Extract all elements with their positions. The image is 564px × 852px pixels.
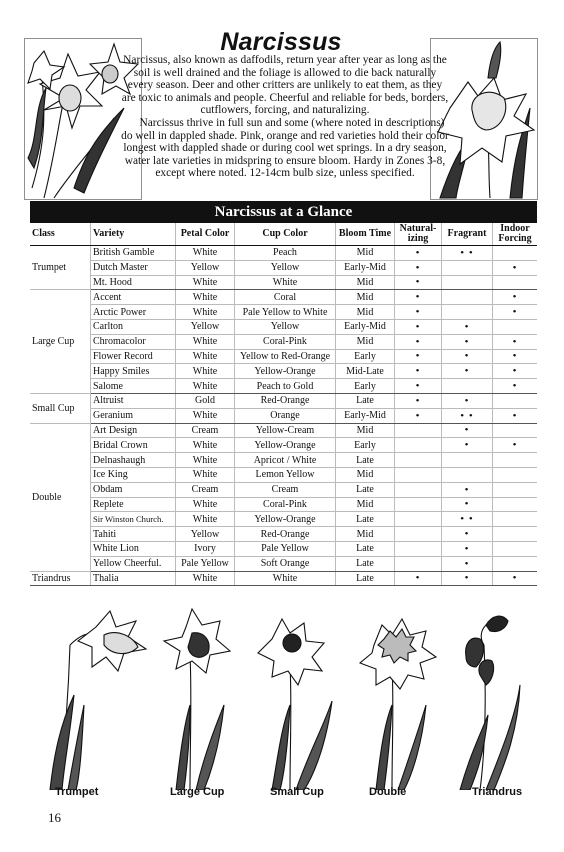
cup-color-cell: Yellow-Orange <box>235 438 336 453</box>
indoor-forcing-cell: • <box>493 349 538 364</box>
naturalizing-cell: • <box>395 319 442 334</box>
petal-color-cell: White <box>176 379 235 394</box>
petal-color-cell: White <box>176 467 235 482</box>
table-row <box>30 497 537 512</box>
cup-color-cell: Yellow <box>235 319 336 334</box>
indoor-forcing-cell: • <box>493 364 538 379</box>
intro-paragraph-2: Narcissus thrive in full sun and some (where noted in descriptions) do well in dappled shade. Pink, orange and red varieties hold their color longest with dappled shade or during cool wet springs. In a dry season, water late varieties in midspring to ensure bloom. Hardy in Zones 3-8, except where noted. 12-14cm bulb size, unless specified. <box>121 116 449 180</box>
indoor-forcing-cell <box>493 541 538 556</box>
table-row <box>30 512 537 527</box>
indoor-forcing-cell: • <box>493 334 538 349</box>
naturalizing-cell: • <box>395 305 442 320</box>
fragrant-cell: • <box>442 482 493 497</box>
fragrant-cell: • <box>442 334 493 349</box>
bloom-time-cell: Early-Mid <box>336 408 395 423</box>
table-row <box>30 290 537 305</box>
table-row <box>30 393 537 408</box>
bloom-time-cell: Mid <box>336 305 395 320</box>
trumpet-daffodil-icon <box>50 611 146 790</box>
bloom-time-cell: Mid <box>336 527 395 542</box>
table-row <box>30 379 537 394</box>
naturalizing-cell: • <box>395 393 442 408</box>
table-row <box>30 423 537 438</box>
bloom-time-cell: Mid-Late <box>336 364 395 379</box>
petal-color-cell: Cream <box>176 482 235 497</box>
indoor-forcing-cell <box>493 275 538 290</box>
table-body <box>30 246 537 586</box>
cup-color-cell: Coral-Pink <box>235 334 336 349</box>
table-row <box>30 482 537 497</box>
naturalizing-cell <box>395 512 442 527</box>
bloom-time-cell: Late <box>336 571 395 586</box>
indoor-forcing-cell <box>493 512 538 527</box>
fragrant-cell: • • <box>442 246 493 261</box>
table-row <box>30 260 537 275</box>
variety-cell: Yellow Cheerful. <box>91 556 176 571</box>
indoor-forcing-cell: • <box>493 305 538 320</box>
cup-color-cell: Yellow-Orange <box>235 364 336 379</box>
bloom-time-cell: Mid <box>336 275 395 290</box>
variety-cell: Arctic Power <box>91 305 176 320</box>
illustration-label-double: Double <box>369 786 407 798</box>
indoor-forcing-cell: • <box>493 260 538 275</box>
double-daffodil-icon <box>360 619 436 790</box>
variety-cell: Dutch Master <box>91 260 176 275</box>
naturalizing-cell: • <box>395 334 442 349</box>
variety-cell: British Gamble <box>91 246 176 261</box>
naturalizing-cell <box>395 453 442 468</box>
fragrant-cell: • • <box>442 408 493 423</box>
variety-cell: Altruist <box>91 393 176 408</box>
variety-cell: Ice King <box>91 467 176 482</box>
illustration-label-trumpet: Trumpet <box>55 786 99 798</box>
fragrant-cell: • <box>442 571 493 586</box>
indoor-forcing-cell <box>493 556 538 571</box>
class-cell: Small Cup <box>30 393 91 423</box>
fragrant-cell <box>442 305 493 320</box>
variety-cell: Obdam <box>91 482 176 497</box>
fragrant-cell: • • <box>442 512 493 527</box>
table-row <box>30 319 537 334</box>
bloom-time-cell: Late <box>336 393 395 408</box>
cup-color-cell: Yellow to Red-Orange <box>235 349 336 364</box>
naturalizing-cell: • <box>395 290 442 305</box>
petal-color-cell: White <box>176 349 235 364</box>
large-cup-daffodil-icon <box>164 609 230 790</box>
fragrant-cell: • <box>442 438 493 453</box>
petal-color-cell: White <box>176 275 235 290</box>
table-row <box>30 275 537 290</box>
naturalizing-cell: • <box>395 571 442 586</box>
petal-color-cell: Pale Yellow <box>176 556 235 571</box>
page-title: Narcissus <box>220 28 342 56</box>
illustration-label-triandrus: Triandrus <box>472 786 523 798</box>
table-header-row <box>30 223 537 246</box>
petal-color-cell: Ivory <box>176 541 235 556</box>
fragrant-cell: • <box>442 556 493 571</box>
indoor-forcing-cell: • <box>493 438 538 453</box>
bloom-time-cell: Mid <box>336 467 395 482</box>
cup-color-cell: White <box>235 275 336 290</box>
naturalizing-cell: • <box>395 379 442 394</box>
page-number: 16 <box>48 810 61 825</box>
fragrant-cell: • <box>442 527 493 542</box>
col-header-variety: Variety <box>91 223 176 246</box>
indoor-forcing-cell <box>493 467 538 482</box>
fragrant-cell <box>442 467 493 482</box>
variety-cell: Mt. Hood <box>91 275 176 290</box>
fragrant-cell: • <box>442 393 493 408</box>
intro-text <box>120 54 450 180</box>
naturalizing-cell: • <box>395 408 442 423</box>
petal-color-cell: White <box>176 305 235 320</box>
cup-color-cell: Coral-Pink <box>235 497 336 512</box>
table-row <box>30 246 537 261</box>
cup-color-cell: Pale Yellow to White <box>235 305 336 320</box>
table-row <box>30 349 537 364</box>
table-row <box>30 467 537 482</box>
petal-color-cell: Yellow <box>176 319 235 334</box>
naturalizing-cell <box>395 438 442 453</box>
bloom-time-cell: Late <box>336 512 395 527</box>
naturalizing-cell <box>395 541 442 556</box>
petal-color-cell: Yellow <box>176 260 235 275</box>
petal-color-cell: White <box>176 334 235 349</box>
col-header-forcing: Indoor Forcing <box>493 223 538 246</box>
col-header-cup: Cup Color <box>235 223 336 246</box>
naturalizing-cell: • <box>395 364 442 379</box>
naturalizing-cell <box>395 482 442 497</box>
petal-color-cell: White <box>176 453 235 468</box>
bloom-time-cell: Mid <box>336 423 395 438</box>
fragrant-cell <box>442 275 493 290</box>
cup-color-cell: Yellow-Orange <box>235 512 336 527</box>
petal-color-cell: White <box>176 408 235 423</box>
indoor-forcing-cell <box>493 319 538 334</box>
intro-paragraph-1: Narcissus, also known as daffodils, return year after year as long as the soil is well drained and the foliage is allowed to die back naturally every season. Deer and other critters are unlikely to eat them, as they are toxic to animals and people. Cheerful and reliable for beds, borders, cutflowers, forcing, and naturalizing. <box>121 54 449 117</box>
fragrant-cell: • <box>442 541 493 556</box>
naturalizing-cell <box>395 467 442 482</box>
indoor-forcing-cell <box>493 393 538 408</box>
bloom-time-cell: Early-Mid <box>336 260 395 275</box>
variety-cell: Happy Smiles <box>91 364 176 379</box>
cup-color-cell: Coral <box>235 290 336 305</box>
fragrant-cell: • <box>442 364 493 379</box>
triandrus-daffodil-icon <box>460 616 520 790</box>
bloom-time-cell: Early <box>336 349 395 364</box>
cup-color-cell: Apricot / White <box>235 453 336 468</box>
cup-color-cell: Orange <box>235 408 336 423</box>
class-cell: Trumpet <box>30 246 91 290</box>
indoor-forcing-cell: • <box>493 571 538 586</box>
bloom-time-cell: Mid <box>336 246 395 261</box>
petal-color-cell: White <box>176 512 235 527</box>
table-row <box>30 305 537 320</box>
fragrant-cell: • <box>442 319 493 334</box>
cup-color-cell: White <box>235 571 336 586</box>
variety-cell: Accent <box>91 290 176 305</box>
fragrant-cell: • <box>442 423 493 438</box>
bloom-time-cell: Late <box>336 482 395 497</box>
variety-cell: Delnashaugh <box>91 453 176 468</box>
col-header-naturalizing: Natural-izing <box>395 223 442 246</box>
indoor-forcing-cell: • <box>493 408 538 423</box>
petal-color-cell: White <box>176 438 235 453</box>
variety-cell: Flower Record <box>91 349 176 364</box>
cup-color-cell: Peach <box>235 246 336 261</box>
naturalizing-cell: • <box>395 349 442 364</box>
cup-color-cell: Lemon Yellow <box>235 467 336 482</box>
table-row <box>30 453 537 468</box>
variety-cell: White Lion <box>91 541 176 556</box>
flower-illustrations <box>40 605 540 790</box>
col-header-class: Class <box>30 223 91 246</box>
petal-color-cell: Yellow <box>176 527 235 542</box>
col-header-fragrant: Fragrant <box>442 223 493 246</box>
naturalizing-cell <box>395 497 442 512</box>
naturalizing-cell: • <box>395 260 442 275</box>
petal-color-cell: White <box>176 571 235 586</box>
table-row <box>30 438 537 453</box>
illustration-label-small-cup: Small Cup <box>270 786 324 798</box>
indoor-forcing-cell <box>493 453 538 468</box>
naturalizing-cell <box>395 423 442 438</box>
bloom-time-cell: Early <box>336 379 395 394</box>
petal-color-cell: White <box>176 364 235 379</box>
variety-cell: Geranium <box>91 408 176 423</box>
petal-color-cell: White <box>176 290 235 305</box>
naturalizing-cell: • <box>395 246 442 261</box>
bloom-time-cell: Mid <box>336 497 395 512</box>
cup-color-cell: Soft Orange <box>235 556 336 571</box>
cup-color-cell: Yellow-Cream <box>235 423 336 438</box>
bloom-time-cell: Early-Mid <box>336 319 395 334</box>
variety-cell: Sir Winston Church. <box>91 512 176 527</box>
table-row <box>30 527 537 542</box>
petal-color-cell: White <box>176 497 235 512</box>
bloom-time-cell: Late <box>336 453 395 468</box>
col-header-petal: Petal Color <box>176 223 235 246</box>
class-cell: Triandrus <box>30 571 91 586</box>
variety-cell: Bridal Crown <box>91 438 176 453</box>
variety-cell: Salome <box>91 379 176 394</box>
table-row <box>30 334 537 349</box>
variety-cell: Carlton <box>91 319 176 334</box>
table-row <box>30 571 537 586</box>
table-row <box>30 541 537 556</box>
bloom-time-cell: Late <box>336 541 395 556</box>
indoor-forcing-cell <box>493 246 538 261</box>
bloom-time-cell: Mid <box>336 334 395 349</box>
cup-color-cell: Peach to Gold <box>235 379 336 394</box>
cup-color-cell: Red-Orange <box>235 527 336 542</box>
table-row <box>30 408 537 423</box>
illustration-label-large-cup: Large Cup <box>170 786 225 798</box>
variety-cell: Tahiti <box>91 527 176 542</box>
cup-color-cell: Pale Yellow <box>235 541 336 556</box>
fragrant-cell <box>442 453 493 468</box>
bloom-time-cell: Late <box>336 556 395 571</box>
bloom-time-cell: Early <box>336 438 395 453</box>
fragrant-cell <box>442 260 493 275</box>
indoor-forcing-cell <box>493 482 538 497</box>
varieties-table <box>30 223 537 586</box>
fragrant-cell: • <box>442 349 493 364</box>
table-title: Narcissus at a Glance <box>30 201 537 223</box>
fragrant-cell <box>442 379 493 394</box>
indoor-forcing-cell <box>493 527 538 542</box>
cup-color-cell: Red-Orange <box>235 393 336 408</box>
variety-cell: Thalia <box>91 571 176 586</box>
petal-color-cell: Cream <box>176 423 235 438</box>
indoor-forcing-cell: • <box>493 290 538 305</box>
variety-cell: Chromacolor <box>91 334 176 349</box>
naturalizing-cell <box>395 527 442 542</box>
naturalizing-cell: • <box>395 275 442 290</box>
indoor-forcing-cell: • <box>493 379 538 394</box>
class-cell: Large Cup <box>30 290 91 394</box>
col-header-bloom: Bloom Time <box>336 223 395 246</box>
table-row <box>30 556 537 571</box>
fragrant-cell <box>442 290 493 305</box>
class-cell: Double <box>30 423 91 571</box>
fragrant-cell: • <box>442 497 493 512</box>
small-cup-daffodil-icon <box>258 619 332 790</box>
variety-cell: Art Design <box>91 423 176 438</box>
table-row <box>30 364 537 379</box>
variety-cell: Replete <box>91 497 176 512</box>
indoor-forcing-cell <box>493 497 538 512</box>
petal-color-cell: Gold <box>176 393 235 408</box>
naturalizing-cell <box>395 556 442 571</box>
bloom-time-cell: Mid <box>336 290 395 305</box>
header-section <box>24 28 538 200</box>
varieties-table-section <box>30 201 537 586</box>
petal-color-cell: White <box>176 246 235 261</box>
cup-color-cell: Cream <box>235 482 336 497</box>
cup-color-cell: Yellow <box>235 260 336 275</box>
indoor-forcing-cell <box>493 423 538 438</box>
